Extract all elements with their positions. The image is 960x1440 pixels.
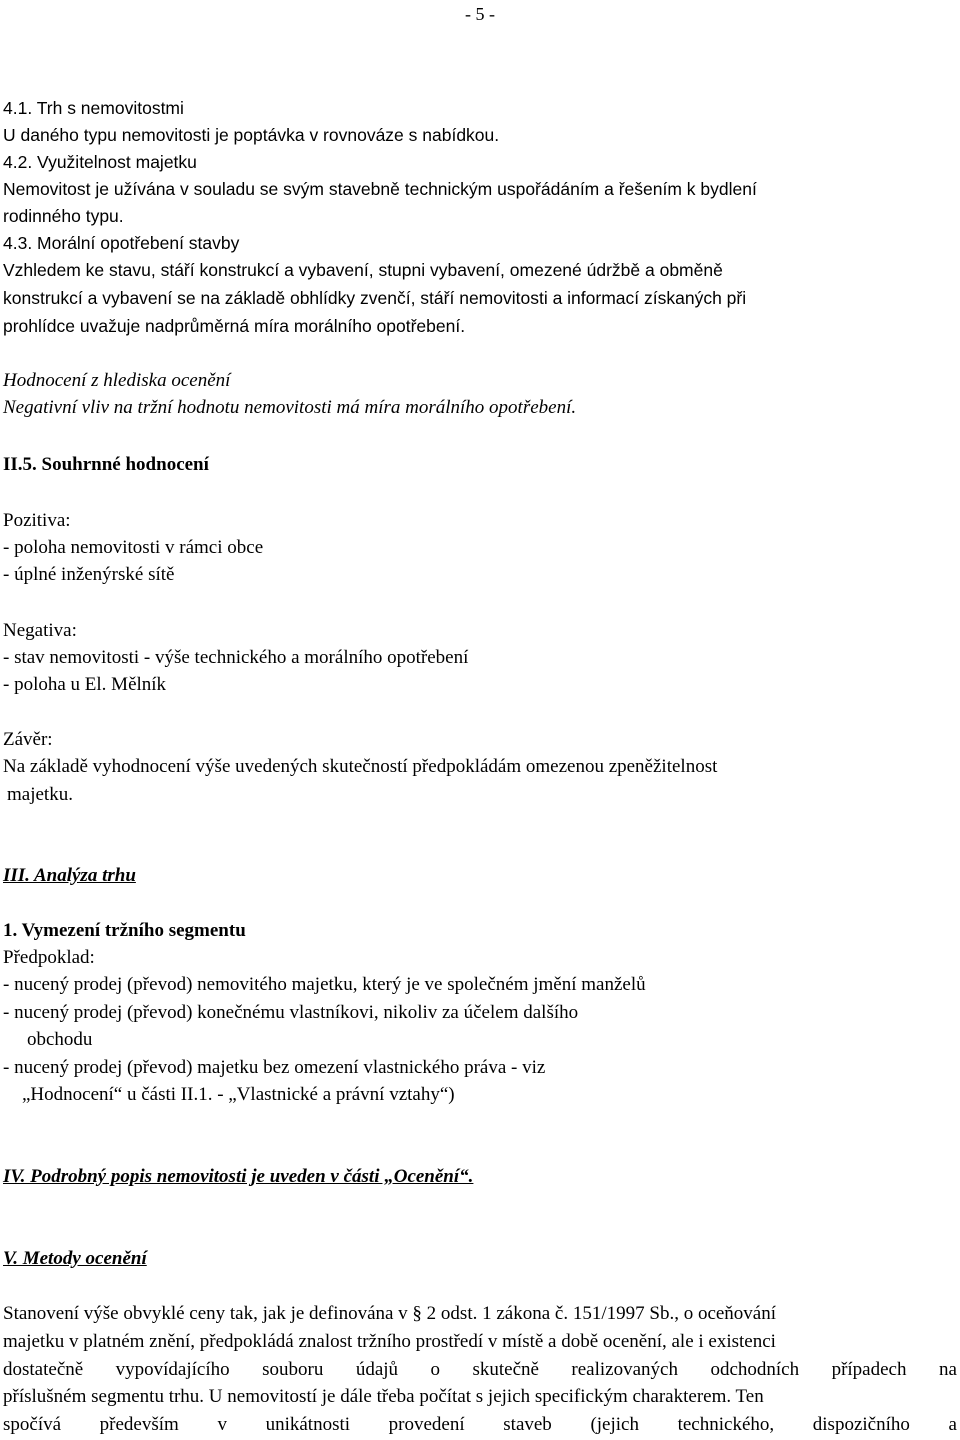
summary-heading: II.5. Souhrnné hodnocení xyxy=(3,454,209,475)
negatives-label: Negativa: xyxy=(3,620,77,641)
section-4-2-text-line1: Nemovitost je užívána v souladu se svým stavebně technickým uspořádáním a řešením k bydlení xyxy=(3,179,757,199)
assumption-item-1: - nucený prodej (převod) nemovitého majetku, který je ve společném jmění manželů xyxy=(3,974,646,995)
word: souboru xyxy=(262,1359,324,1380)
word: dispozičního xyxy=(812,1414,910,1435)
assumption-item-3: - nucený prodej (převod) majetku bez omezení vlastnického práva - viz xyxy=(3,1057,546,1078)
methods-text-line4: příslušném segmentu trhu. U nemovitostí je dále třeba počítat s jejich specifickým charakterem. Ten xyxy=(3,1386,764,1407)
rating-text: Negativní vliv na tržní hodnotu nemovitosti má míra morálního opotřebení. xyxy=(3,397,577,418)
word: a xyxy=(948,1414,957,1435)
word: v xyxy=(217,1414,227,1435)
positive-item: - úplné inženýrské sítě xyxy=(3,564,175,585)
assumption-item-3-cont: „Hodnocení“ u části II.1. - „Vlastnické a právní vztahy“) xyxy=(22,1084,455,1105)
methods-text-line3 xyxy=(3,1360,957,1379)
section-5-heading: V. Metody ocenění xyxy=(3,1248,147,1269)
section-4-3-text-line1: Vzhledem ke stavu, stáří konstrukcí a vybavení, stupni vybavení, omezené údržbě a obměně xyxy=(3,260,723,280)
analysis-heading: III. Analýza trhu xyxy=(3,865,136,886)
word: případech xyxy=(831,1359,907,1380)
word: odchodních xyxy=(710,1359,800,1380)
word: technického, xyxy=(677,1414,775,1435)
word: údajů xyxy=(355,1359,399,1380)
word: na xyxy=(938,1359,957,1380)
conclusion-text-line2: majetku. xyxy=(7,784,73,805)
word: dostatečně xyxy=(3,1359,84,1380)
section-4-1-text: U daného typu nemovitosti je poptávka v rovnováze s nabídkou. xyxy=(3,125,500,145)
section-4-2-text-line2: rodinného typu. xyxy=(3,206,124,226)
negative-item: - poloha u El. Mělník xyxy=(3,674,167,695)
positives-label: Pozitiva: xyxy=(3,510,71,531)
segment-heading: 1. Vymezení tržního segmentu xyxy=(3,920,246,941)
methods-text-line1: Stanovení výše obvyklé ceny tak, jak je definována v § 2 odst. 1 zákona č. 151/1997 Sb., o oceňování xyxy=(3,1303,777,1324)
positive-item: - poloha nemovitosti v rámci obce xyxy=(3,537,264,558)
section-4-3-text-line2: konstrukcí a vybavení se na základě obhlídky zvenčí, stáří nemovitosti a informací získaných při xyxy=(3,288,747,308)
section-4-3-heading: 4.3. Morální opotřebení stavby xyxy=(3,233,240,253)
section-4-2-heading: 4.2. Využitelnost majetku xyxy=(3,152,197,172)
word: realizovaných xyxy=(571,1359,678,1380)
conclusion-label: Závěr: xyxy=(3,729,53,750)
word: především xyxy=(99,1414,179,1435)
word: o xyxy=(430,1359,440,1380)
word: staveb xyxy=(503,1414,552,1435)
word: unikátnosti xyxy=(265,1414,351,1435)
conclusion-text-line1: Na základě vyhodnocení výše uvedených skutečností předpokládám omezenou zpeněžitelnost xyxy=(3,756,718,777)
assumption-item-2-cont: obchodu xyxy=(27,1029,93,1050)
methods-text-line2: majetku v platném znění, předpokládá znalost tržního prostředí v místě a době ocenění, ale i existenci xyxy=(3,1331,776,1352)
rating-heading: Hodnocení z hlediska ocenění xyxy=(3,370,231,391)
section-4-3-text-line3: prohlídce uvažuje nadprůměrná míra morálního opotřebení. xyxy=(3,316,466,336)
negative-item: - stav nemovitosti - výše technického a morálního opotřebení xyxy=(3,647,469,668)
page-number: - 5 - xyxy=(465,4,495,24)
word: spočívá xyxy=(3,1414,62,1435)
word: provedení xyxy=(388,1414,465,1435)
word: skutečně xyxy=(472,1359,539,1380)
word: vypovídajícího xyxy=(115,1359,230,1380)
methods-text-line5 xyxy=(3,1415,957,1434)
section-4-heading: IV. Podrobný popis nemovitosti je uveden v části „Ocenění“. xyxy=(3,1166,474,1187)
section-4-1-heading: 4.1. Trh s nemovitostmi xyxy=(3,98,184,118)
assumption-label: Předpoklad: xyxy=(3,947,95,968)
assumption-item-2: - nucený prodej (převod) konečnému vlastníkovi, nikoliv za účelem dalšího xyxy=(3,1002,579,1023)
word: (jejich xyxy=(590,1414,639,1435)
